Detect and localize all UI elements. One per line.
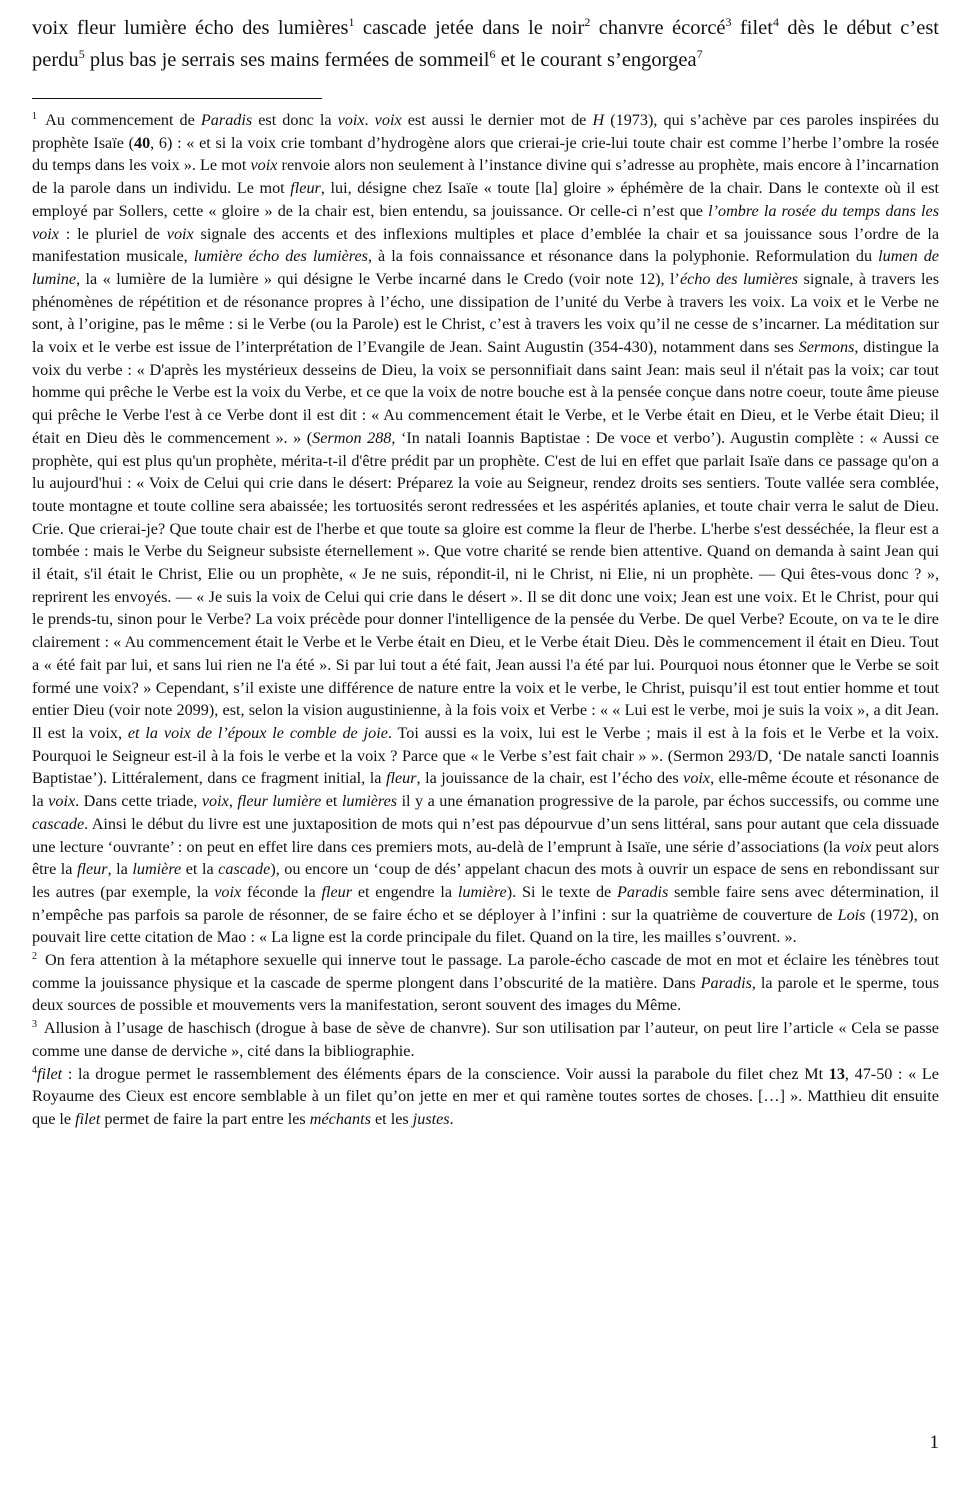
text-segment: Sermon 288: [312, 428, 392, 447]
text-segment: chanvre écorcé: [590, 17, 726, 39]
text-segment: voix: [166, 224, 194, 243]
text-segment: filet: [75, 1109, 101, 1128]
text-segment: Allusion à l’usage de haschisch (drogue à base de sève de chanvre). Sur son utilisation par l’auteur, on peut lire l’article « Cela se passe comme une danse de derviche », cité dans la bibliographie.: [32, 1019, 939, 1060]
footnote-2-number: 2: [32, 951, 37, 963]
text-segment: semble faire sens avec détermination, il n’empêche pas parfois sa parole de résonner, de se faire écho et se déployer à l’infini : sur la quatrième de couverture de: [32, 882, 940, 924]
text-segment: lumière: [457, 882, 507, 901]
text-segment: voix: [683, 769, 711, 788]
text-segment: voix fleur lumière écho des lumières: [32, 17, 349, 39]
footnote-1-text: [32, 111, 939, 946]
footnote-ref: 2: [584, 15, 591, 29]
text-segment: méchants: [309, 1109, 371, 1128]
text-segment: , lui, désigne chez Isaïe « toute [la] gloire » éphémère de la chair. Dans le contexte où il est employé par Sollers, cette « gloire » de la chair est, bien entendu, sa jouissance. Or celle-ci n’est que: [32, 179, 939, 220]
text-segment: fleur: [77, 860, 108, 879]
text-segment: et la: [181, 860, 219, 879]
text-segment: . Toi aussi es la voix, lui est le Verbe ; mais il est à la fois et le Verbe et la voix. Pourquoi le Seigneur est-il à la fois le verbe et la voix ? Parce que « le Verbe s’est fait chair » ». (Sermon 293/D, ‘De natale sancti Ioannis Baptistae’). Littéralement, dans ce fragment initial, la: [32, 723, 939, 788]
footnote-ref: 1: [348, 15, 355, 29]
text-segment: 40: [133, 133, 151, 152]
text-segment: lumières: [341, 792, 398, 811]
footnote-ref: 5: [78, 47, 85, 61]
text-segment: , à la fois connaissance et résonance dans la polyphonie. Reformulation du: [367, 247, 879, 266]
text-segment: écho des lumières: [679, 269, 799, 288]
text-segment: , la: [107, 860, 133, 879]
footnote-2-text: [32, 951, 939, 1014]
text-segment: H: [592, 111, 605, 129]
text-segment: lumen de lumine: [32, 247, 939, 288]
text-segment: cascade jetée dans le noir: [354, 17, 585, 39]
text-segment: Sermons: [798, 338, 855, 357]
footnote-separator: [32, 98, 322, 99]
text-segment: lumière: [132, 860, 182, 879]
text-segment: : le pluriel de: [58, 224, 167, 243]
text-segment: justes: [412, 1109, 450, 1128]
footnote-2: [32, 949, 939, 1017]
text-segment: Paradis: [200, 111, 253, 129]
text-segment: (1972), on pouvait lire cette citation de Mao : « La ligne est la corde principale du filet. Quand on la tire, les mailles s’ouvrent. ».: [32, 905, 939, 947]
text-segment: renvoie alors non seulement à l’instance divine qui s’adresse au prophète, mais encore à l’incarnation de la parole dans un individu. Le mot: [32, 156, 939, 198]
text-segment: . Ainsi le début du livre est une juxtaposition de mots qui n’est pas dépourvue d’un sens littéral, sans pour autant que cela dissuade une lecture ‘ouvrante’ : on peut en effet lire dans ces premiers mots, au-delà de l’emprunt à Isaïe, une série d’associations (la: [32, 814, 939, 856]
text-segment: lumière écho des lumières: [193, 247, 368, 266]
footnotes: [32, 109, 939, 1131]
footnote-ref: 3: [725, 15, 732, 29]
page-number: 1: [929, 1432, 939, 1453]
text-segment: fleur: [290, 179, 321, 198]
text-segment: .: [449, 1109, 454, 1128]
text-segment: et: [321, 792, 342, 811]
footnote-1: [32, 109, 939, 949]
text-segment: et le courant s’engorgea: [495, 49, 697, 71]
text-segment: , ‘In natali Ioannis Baptistae : De voce et verbo’). Augustin complète : « Aussi ce prophète, qui est plus qu'un prophète, mérita-t-il d'être prédit par un prophète. C'est de lui en effet que parlait Isaïe dans ce passage qu'on a lu aujourd'hui : « Voix de Celui qui crie dans le désert: Préparez la voie au Seigneur, rendez droits ses sentiers. Toute vallée sera comblée, toute montagne et toute colline sera abaissée; les tortuosités seront redressées et les aspérités aplanies, et toute chair verra le salut de Dieu. Crie. Que crierai-je? Que toute chair est de l'herbe et que toute sa gloire est comme la fleur de l'herbe. L'herbe s'est desséchée, la fleur est a tombée : mais le Verbe du Seigneur subsiste éternellement ». Que votre charité se rende bien attentive. Quand on demanda à saint Jean qui il était, s'il était le Christ, Elie ou un prophète, « Je ne suis, répondit-il, ni le Christ, ni Elie, ni un prophète. — Qui êtes-vous donc ? », reprirent les envoyés. — « Je suis la voix de Celui qui crie dans le désert ». Il se dit donc une voix; Jean est une voix. Et le Christ, pour qui le prends-tu, sinon pour le Verbe? La voix précède pour donner l'intelligence de la pensée du Verbe. De quel Verbe? Ecoute, on va te le dire clairement : « Au commencement était le Verbe et le Verbe était en Dieu, et le Verbe était Dieu. Dès le commencement il était en Dieu. Tout a « été fait par lui, et sans lui rien ne l'a été ». Si par lui tout a été fait, Jean aussi l'a été par lui. Pourquoi nous étonner que le Verbe se soit formé une voix? » Cependant, s’il existe une différence de nature entre la voix et le verbe, le Christ, puisqu’il est tout entier homme et tout entier Dieu (voir note 2099), est, selon la vision augustinienne, à la fois voix et Verbe : « « Lui est le verbe, moi je suis la voix », a dit Jean. Il est la voix,: [32, 428, 939, 742]
text-segment: , elle-même écoute et résonance de la: [32, 769, 940, 811]
text-segment: , distingue la voix du verbe : « D'après les mystérieux desseins de Dieu, la voix se personnifiait dans saint Jean: mais seul il n'était pas la voix; car tout homme qui prêche le Verbe est la voix du Verbe, et ce que la voix de notre bouche est à la pensée conçue dans notre coeur, toute âme pieuse qui prêche le Verbe l'est à ce Verbe dont il est dit : « Au commencement était le Verbe, et le Verbe était en Dieu, et le Verbe était Dieu; il était en Dieu dès le commencement ». » (: [32, 338, 939, 447]
text-segment: voix: [48, 792, 76, 811]
text-segment: ,: [228, 792, 238, 811]
text-segment: voix: [201, 792, 229, 811]
text-segment: Paradis: [700, 973, 752, 992]
text-segment: , la « lumière de la lumière » qui désigne le Verbe incarné dans le Credo (voir note 12), l’: [76, 269, 680, 288]
text-segment: dès le début c’est perdu: [32, 17, 939, 71]
footnote-3: [32, 1017, 939, 1062]
text-segment: filet: [37, 1064, 63, 1083]
footnote-4-text: [32, 1065, 939, 1128]
main-text: [32, 0, 939, 76]
text-segment: ), ou encore un ‘coup de dés’ appelant chacun des mots à ouvrir un espace de sens en rebondissant sur les autres (par exemple, la: [32, 860, 939, 901]
text-segment: fleur: [321, 882, 353, 901]
text-segment: filet: [731, 17, 773, 39]
text-segment: , la parole et le sperme, tous deux sources de possible et mouvements vers la manifestation, seront souvent des images du Même.: [32, 973, 939, 1015]
text-segment: ). Si le texte de: [506, 882, 618, 901]
text-segment: (1973), qui s’achève par ces paroles inspirées du prophète Isaïe (: [32, 111, 939, 152]
text-segment: voix: [844, 837, 872, 856]
text-segment: , la jouissance de la chair, est l’écho des: [416, 769, 684, 788]
footnote-1-number: 1: [32, 111, 37, 122]
text-segment: et la voix de l’époux le comble de joie: [127, 723, 388, 742]
text-segment: Au commencement de: [40, 111, 201, 129]
footnote-3-text: [32, 1019, 939, 1060]
footnote-ref: 6: [489, 47, 496, 61]
footnote-3-number: 3: [32, 1019, 37, 1031]
footnote-ref: 4: [772, 15, 779, 29]
text-segment: . Dans cette triade,: [75, 792, 202, 811]
footnote-4: [32, 1063, 939, 1131]
text-segment: , 47-50 : « Le Royaume des Cieux est encore semblable à un filet qu’on jette en mer et qui ramène toutes sortes de choses. […] ». Matthieu dit ensuite que le: [32, 1064, 939, 1128]
text-segment: signale, à travers les phénomènes de répétition et de résonance propres à l’écho, une dissipation de l’unité du Verbe à travers les voix. La voix et le Verbe ne sont, à l’origine, pas le même : si le Verbe (ou la Parole) est le Christ, c’est à travers les voix qu’il ne cesse de s’incarner. La méditation sur la voix et le verbe est issue de l’interprétation de l’Evangile de Jean. Saint Augustin (354-430), notamment dans ses: [32, 269, 939, 357]
text-segment: cascade: [32, 814, 85, 833]
footnote-4-number: 4: [32, 1064, 37, 1076]
footnote-ref: 7: [696, 47, 703, 61]
text-segment: est aussi le dernier mot de: [401, 111, 593, 129]
text-segment: fleur lumière: [237, 792, 322, 811]
text-segment: féconde la: [241, 882, 322, 901]
text-segment: On fera attention à la métaphore sexuelle qui innerve tout le passage. La parole-écho cascade de mot en mot et éclaire les ténèbres tout comme la jouissance physique et la cascade de sperme plongent dans l’obscurité de la matière. Dans: [32, 951, 939, 992]
text-segment: Paradis: [617, 882, 669, 901]
text-segment: cascade: [218, 860, 271, 879]
text-segment: l’ombre la rosée du temps dans les voix: [32, 201, 939, 243]
text-segment: plus bas je serrais ses mains fermées de sommeil: [84, 49, 490, 71]
text-segment: signale des accents et des inflexions multiples et place d’emblée la chair et sa jouissance sous l’ordre de la manifestation musicale,: [32, 224, 940, 266]
text-segment: voix: [214, 882, 242, 901]
text-segment: permet de faire la part entre les: [100, 1109, 310, 1128]
text-segment: peut alors être la: [32, 837, 940, 879]
text-segment: voix: [337, 111, 365, 129]
text-segment: et les: [370, 1109, 413, 1128]
text-segment: .: [364, 111, 375, 129]
text-segment: est donc la: [252, 111, 338, 129]
text-segment: : la drogue permet le rassemblement des éléments épars de la conscience. Voir aussi la parabole du filet chez Mt: [62, 1064, 829, 1083]
text-segment: voix: [250, 156, 278, 175]
text-segment: et engendre la: [352, 882, 458, 901]
text-segment: 13: [828, 1064, 845, 1083]
text-segment: voix: [374, 111, 402, 129]
text-segment: , 6) : « et si la voix crie tombant d’hydrogène alors que crierai-je crie-lui toute chair est comme l’herbe l’ombre la rosée du temps dans les voix ». Le mot: [32, 133, 939, 175]
text-segment: il y a une émanation progressive de la parole, par échos successifs, ou comme une: [397, 792, 940, 811]
text-segment: fleur: [385, 769, 417, 788]
text-segment: Lois: [837, 905, 866, 924]
